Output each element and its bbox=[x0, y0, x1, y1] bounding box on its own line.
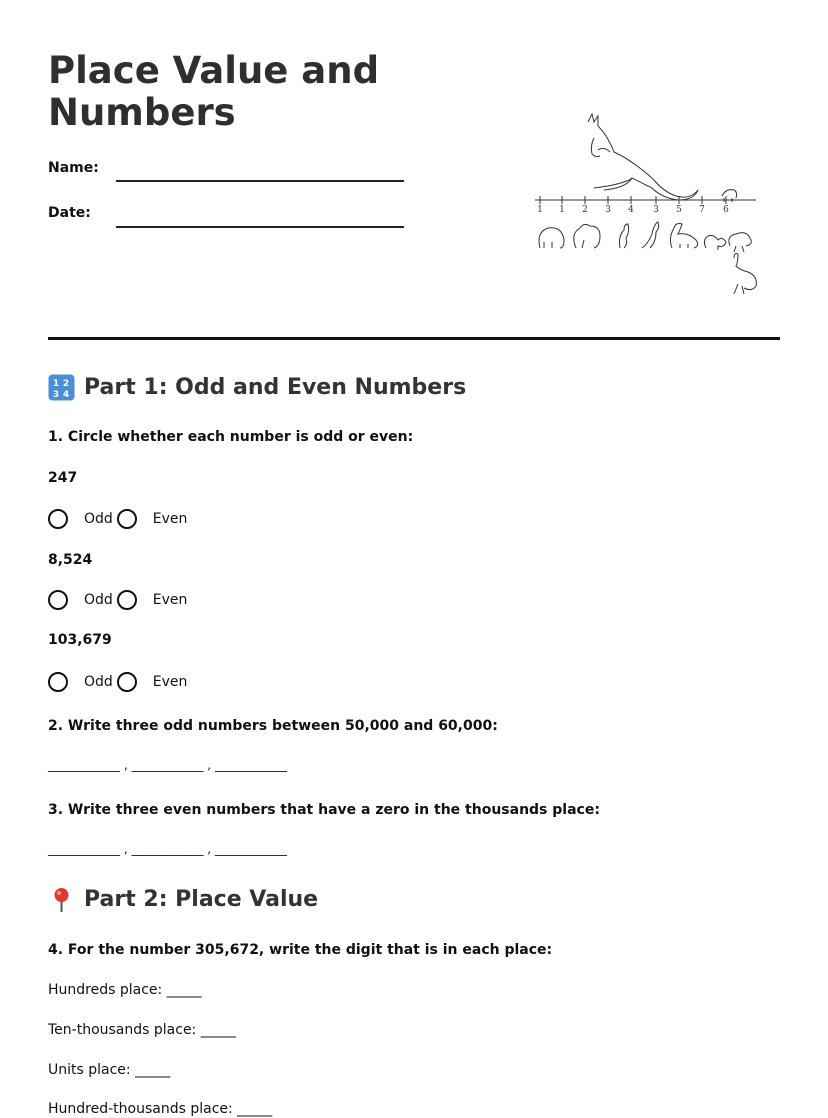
name-label: Name: bbox=[48, 160, 99, 176]
part1-heading bbox=[48, 374, 466, 401]
part1-heading-text: Part 1: Odd and Even Numbers bbox=[84, 375, 467, 400]
title-line-1: Place Value and bbox=[48, 49, 380, 92]
even-option-circle[interactable] bbox=[117, 509, 137, 529]
date-label: Date: bbox=[48, 205, 91, 221]
tick-label: 1 bbox=[559, 205, 565, 215]
odd-label: Odd bbox=[84, 592, 113, 608]
hundred-thousands-place-blank[interactable]: Hundred-thousands place: _____ bbox=[48, 1101, 273, 1117]
question-1: 1. Circle whether each number is odd or even: bbox=[48, 429, 414, 445]
tick-label: 5 bbox=[676, 205, 682, 215]
number-247: 247 bbox=[48, 470, 78, 486]
odd-option-circle[interactable] bbox=[48, 590, 68, 610]
question-4: 4. For the number 305,672, write the digit that is in each place: bbox=[48, 942, 553, 958]
svg-text:3: 3 bbox=[52, 390, 60, 400]
even-label: Even bbox=[152, 592, 188, 608]
kangaroo-number-line-illustration bbox=[530, 108, 770, 298]
question-3: 3. Write three even numbers that have a zero in the thousands place: bbox=[48, 802, 600, 818]
svg-text:4: 4 bbox=[62, 390, 70, 400]
tick-label: 7 bbox=[699, 205, 705, 215]
ten-thousands-place-blank[interactable]: Ten-thousands place: _____ bbox=[48, 1022, 236, 1038]
choice-row bbox=[48, 590, 191, 610]
odd-option-circle[interactable] bbox=[48, 509, 68, 529]
title-line-2: Numbers bbox=[48, 91, 236, 134]
tick-label: 4 bbox=[628, 205, 634, 215]
units-place-blank[interactable]: Units place: _____ bbox=[48, 1062, 171, 1078]
tick-label: 6 bbox=[723, 205, 729, 215]
svg-text:1: 1 bbox=[52, 379, 60, 389]
even-option-circle[interactable] bbox=[117, 672, 137, 692]
svg-text:2: 2 bbox=[62, 379, 70, 389]
section-divider bbox=[48, 337, 780, 340]
name-field[interactable] bbox=[116, 180, 404, 182]
number-103679: 103,679 bbox=[48, 632, 112, 648]
number-8524: 8,524 bbox=[48, 552, 93, 568]
tick-label: 2 bbox=[582, 205, 588, 215]
tick-label: 3 bbox=[653, 205, 659, 215]
even-label: Even bbox=[152, 674, 188, 690]
page-title bbox=[48, 50, 388, 134]
even-label: Even bbox=[152, 511, 188, 527]
choice-row bbox=[48, 509, 191, 529]
tick-label: 1 bbox=[537, 205, 543, 215]
part2-heading-text: Part 2: Place Value bbox=[84, 887, 319, 912]
even-option-circle[interactable] bbox=[117, 590, 137, 610]
odd-option-circle[interactable] bbox=[48, 672, 68, 692]
odd-label: Odd bbox=[84, 511, 113, 527]
answer-blanks[interactable]: ____________ , ____________ , ____________ bbox=[48, 758, 287, 772]
input-numbers-icon bbox=[48, 374, 75, 401]
date-field[interactable] bbox=[116, 226, 404, 228]
choice-row bbox=[48, 672, 191, 692]
hundreds-place-blank[interactable]: Hundreds place: _____ bbox=[48, 982, 202, 998]
tick-label: 3 bbox=[605, 205, 611, 215]
odd-label: Odd bbox=[84, 674, 113, 690]
question-2: 2. Write three odd numbers between 50,000 and 60,000: bbox=[48, 718, 498, 734]
pushpin-icon bbox=[48, 886, 75, 913]
answer-blanks[interactable]: ____________ , ____________ , ____________ bbox=[48, 842, 287, 856]
part2-heading bbox=[48, 886, 318, 913]
